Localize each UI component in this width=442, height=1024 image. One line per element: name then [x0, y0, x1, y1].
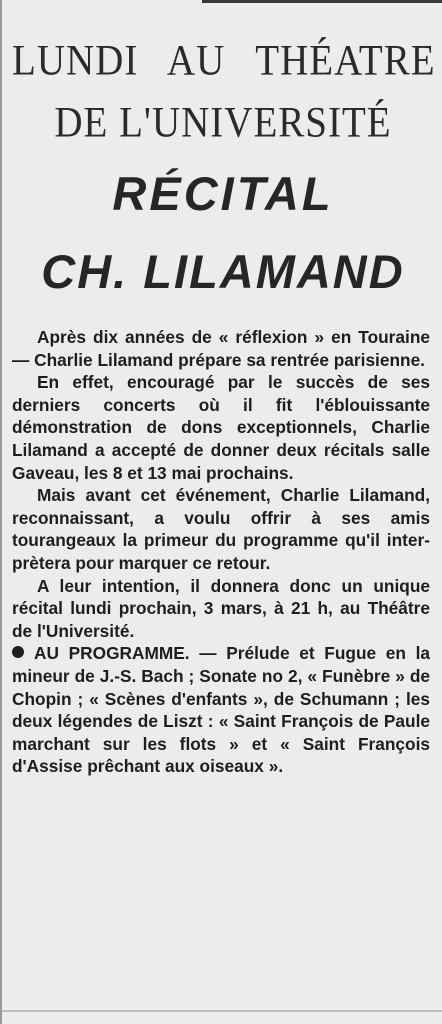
- headline-title-line-1: RÉCITAL: [112, 167, 334, 220]
- bullet-icon: [12, 646, 24, 658]
- article-paragraph-3: Mais avant cet événement, Charlie Lilamand, reconnaissant, a voulu offrir à ses amis tourangeaux la primeur du programme qu'il interprètera pour marquer ce retour.: [12, 485, 430, 573]
- programme-label: AU PROGRAMME. —: [34, 643, 217, 664]
- article-paragraph-1: Après dix années de « réflexion » en Touraine — Charlie Lilamand prépare sa rentrée parisienne.: [12, 327, 430, 370]
- programme-paragraph: [12, 642, 430, 778]
- article-paragraph-4: A leur intention, il donnera donc un unique récital lundi prochain, 3 mars, à 21 h, au Théâtre de l'Université.: [12, 575, 430, 641]
- bottom-rule: [2, 1010, 442, 1012]
- article-body: [12, 326, 430, 778]
- top-rule: [202, 0, 442, 3]
- article-paragraph-2: En effet, encouragé par le succès de ses derniers concerts où il fit l'éblouissante démonstration de dons exceptionnels, Charlie Lilamand a accepté de donner deux récitals salle Gaveau, les 8 et 13 mai prochains.: [12, 372, 430, 483]
- headline-kicker-line-2: DE L'UNIVERSITÉ: [54, 98, 392, 147]
- programme-text: Prélude et Fugue en la mineur de J.-S. Bach ; Sonate no 2, « Funèbre » de Chopin ; « Scènes d'enfants », de Schumann ; les deux légendes de Liszt : « Saint François de Paule marchant sur les flots » et « Saint François d'Assise prêchant aux oiseaux ».: [12, 643, 431, 777]
- headline-title-line-2: CH. LILAMAND: [41, 245, 405, 298]
- headline-kicker-line-1: LUNDI AU THÉATRE: [12, 36, 436, 85]
